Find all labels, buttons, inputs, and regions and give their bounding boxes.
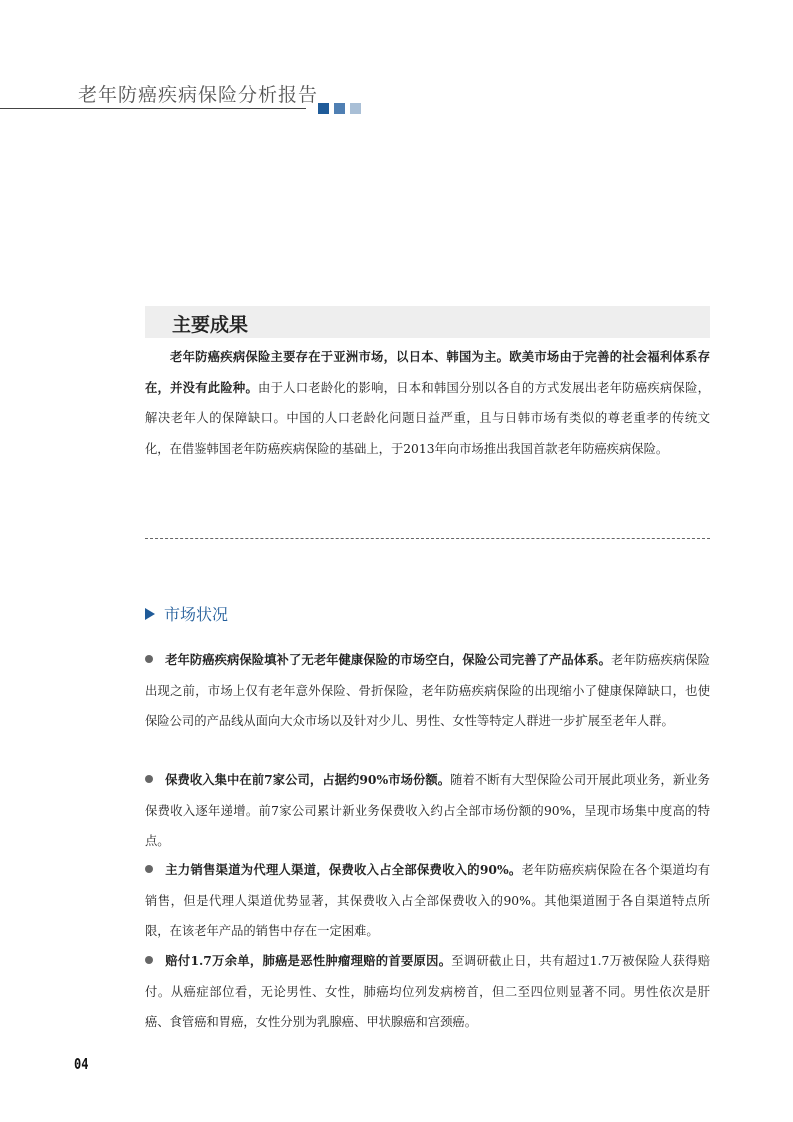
market-item-lead: 老年防癌疾病保险填补了无老年健康保险的市场空白，保险公司完善了产品体系。 bbox=[165, 652, 611, 667]
summary-body: 由于人口老龄化的影响，日本和韩国分别以各自的方式发展出老年防癌疾病保险，解决老年人的保障缺口。中国的人口老龄化问题日益严重，且与日韩市场有类似的尊老重孝的传统文化，在借鉴韩国老年防癌疾病保险的基础上，于2013年向市场推出我国首款老年防癌疾病保险。 bbox=[145, 380, 710, 456]
header-square-light bbox=[350, 103, 361, 114]
page-number: 04 bbox=[74, 1055, 89, 1073]
market-item-body: 随着不断有大型保险公司开展此项业务，新业务保费收入逐年递增。前7家公司累计新业务保费收入约占全部市场份额的90%，呈现市场集中度高的特点。 bbox=[145, 773, 710, 848]
bullet-icon bbox=[145, 956, 153, 964]
market-item-body: 老年防癌疾病保险出现之前，市场上仅有老年意外保险、骨折保险，老年防癌疾病保险的出现缩小了健康保障缺口，也使保险公司的产品线从面向大众市场以及针对少儿、男性、女性等特定人群进一步扩展至老年人群。 bbox=[145, 653, 710, 728]
market-item-lead: 主力销售渠道为代理人渠道，保费收入占全部保费收入的90%。 bbox=[165, 862, 522, 877]
summary-heading: 主要成果 bbox=[172, 314, 249, 336]
header-squares bbox=[318, 103, 366, 114]
triangle-icon bbox=[145, 608, 155, 620]
market-item bbox=[145, 946, 710, 1038]
header-rule bbox=[0, 108, 306, 109]
market-item-lead: 保费收入集中在前7家公司，占据约90%市场份额。 bbox=[165, 772, 451, 787]
market-item-body: 至调研截止日，共有超过1.7万被保险人获得赔付。从癌症部位看，无论男性、女性，肺癌均位列发病榜首，但二至四位则显著不同。男性依次是肝癌、食管癌和胃癌，女性分别为乳腺癌、甲状腺癌和宫颈癌。 bbox=[145, 954, 710, 1029]
market-item-lead: 赔付1.7万余单，肺癌是恶性肿瘤理赔的首要原因。 bbox=[165, 953, 452, 968]
summary-lead: 老年防癌疾病保险主要存在于亚洲市场，以日本、韩国为主。欧美市场由于完善的社会福利体系存在，并没有此险种。 bbox=[145, 349, 710, 395]
header-title: 老年防癌疾病保险分析报告 bbox=[78, 84, 319, 106]
market-item bbox=[145, 855, 710, 947]
bullet-icon bbox=[145, 655, 153, 663]
market-item bbox=[145, 645, 710, 737]
market-subheading bbox=[145, 602, 228, 625]
header-square-medium bbox=[334, 103, 345, 114]
market-item bbox=[145, 765, 710, 857]
header-square-dark bbox=[318, 103, 329, 114]
market-item-body: 老年防癌疾病保险在各个渠道均有销售，但是代理人渠道优势显著，其保费收入占全部保费收入的90%。其他渠道囿于各自渠道特点所限，在该老年产品的销售中存在一定困难。 bbox=[145, 863, 710, 938]
summary-heading-bar bbox=[145, 306, 710, 338]
bullet-icon bbox=[145, 865, 153, 873]
bullet-icon bbox=[145, 775, 153, 783]
section-divider bbox=[145, 538, 710, 539]
market-heading: 市场状况 bbox=[164, 605, 229, 624]
summary-paragraph bbox=[145, 342, 710, 464]
